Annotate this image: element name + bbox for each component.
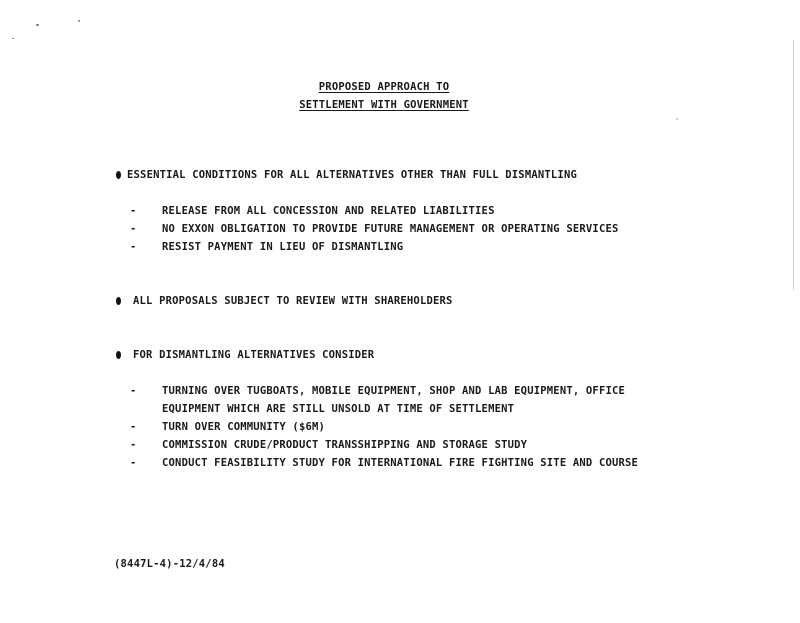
dash-icon: - bbox=[130, 439, 137, 451]
list-item-line: TURNING OVER TUGBOATS, MOBILE EQUIPMENT, SHOP AND LAB EQUIPMENT, OFFICE bbox=[162, 385, 626, 397]
section-heading-text: ESSENTIAL CONDITIONS FOR ALL ALTERNATIVES OTHER THAN FULL DISMANTLING bbox=[127, 169, 577, 181]
dash-icon: - bbox=[130, 421, 137, 433]
dash-icon: - bbox=[130, 205, 137, 217]
dash-icon: - bbox=[130, 223, 137, 235]
section-heading-text: ALL PROPOSALS SUBJECT TO REVIEW WITH SHAREHOLDERS bbox=[133, 295, 453, 307]
bullet-icon bbox=[116, 297, 121, 305]
list-item bbox=[130, 418, 325, 436]
list-item-text: RELEASE FROM ALL CONCESSION AND RELATED LIABILITIES bbox=[162, 205, 495, 217]
section-heading-essential-conditions bbox=[116, 166, 577, 184]
list-item-text: COMMISSION CRUDE/PRODUCT TRANSSHIPPING AND STORAGE STUDY bbox=[162, 439, 528, 451]
section-heading-shareholder-review bbox=[116, 292, 453, 310]
scan-speck bbox=[78, 20, 80, 22]
list-item bbox=[130, 202, 495, 220]
list-item-text: RESIST PAYMENT IN LIEU OF DISMANTLING bbox=[162, 241, 404, 253]
list-item-text: CONDUCT FEASIBILITY STUDY FOR INTERNATIONAL FIRE FIGHTING SITE AND COURSE bbox=[162, 457, 639, 469]
bullet-icon bbox=[116, 171, 121, 179]
list-item-text bbox=[162, 382, 625, 418]
list-item bbox=[130, 220, 619, 238]
scan-speck bbox=[12, 38, 14, 39]
page-title-line-2: SETTLEMENT WITH GOVERNMENT bbox=[299, 99, 469, 111]
list-item-text: NO EXXON OBLIGATION TO PROVIDE FUTURE MANAGEMENT OR OPERATING SERVICES bbox=[162, 223, 619, 235]
section-heading-dismantling-alternatives bbox=[116, 346, 374, 364]
scan-speck bbox=[36, 24, 39, 26]
section-heading-text: FOR DISMANTLING ALTERNATIVES CONSIDER bbox=[133, 349, 375, 361]
list-item bbox=[130, 238, 403, 256]
page-title-line-1: PROPOSED APPROACH TO bbox=[318, 81, 450, 93]
list-item bbox=[130, 454, 638, 472]
list-item-line: EQUIPMENT WHICH ARE STILL UNSOLD AT TIME OF SETTLEMENT bbox=[162, 403, 515, 415]
document-reference: (8447L-4)-12/4/84 bbox=[114, 558, 225, 570]
list-item-text: TURN OVER COMMUNITY ($6M) bbox=[162, 421, 326, 433]
scan-speck bbox=[676, 118, 678, 120]
scan-edge bbox=[793, 40, 794, 290]
list-item bbox=[130, 436, 527, 454]
dash-icon: - bbox=[130, 457, 137, 469]
list-item bbox=[130, 382, 625, 418]
dash-icon: - bbox=[130, 385, 137, 397]
bullet-icon bbox=[116, 351, 121, 359]
dash-icon: - bbox=[130, 241, 137, 253]
